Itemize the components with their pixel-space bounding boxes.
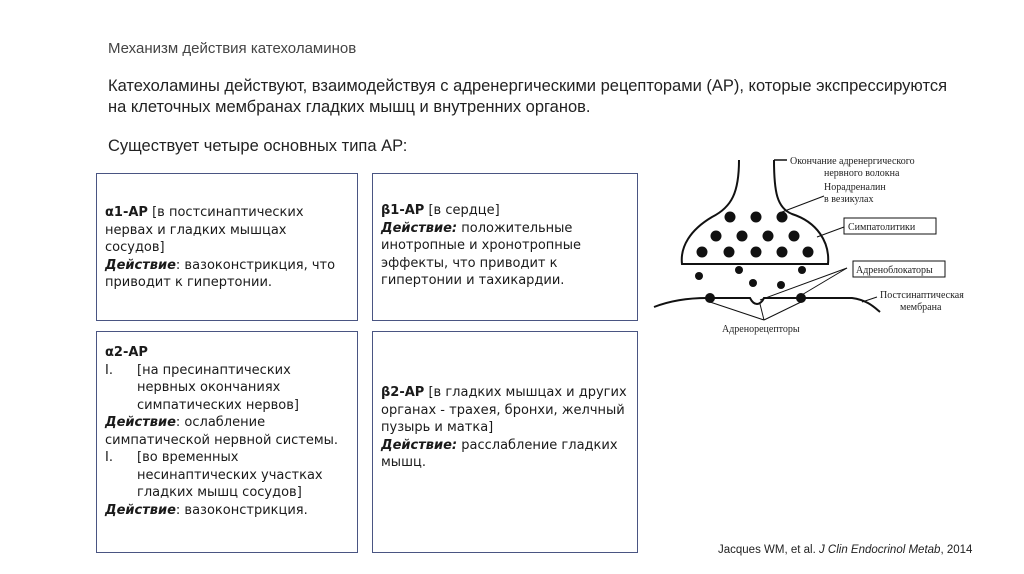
action-label: Действие — [105, 257, 176, 273]
alpha2-box — [96, 331, 358, 553]
slide-title: Механизм действия катехоламинов — [108, 40, 357, 57]
action: расслабление гладких мышц. — [381, 437, 618, 470]
action-label: Действие — [105, 415, 176, 430]
action: : вазоконстрикция. — [175, 502, 308, 518]
label-nerve-ending: Окончание адренергического — [790, 156, 915, 167]
vesicles — [695, 212, 814, 304]
label-vesicles: в везикулах — [824, 194, 874, 205]
beta2-box — [372, 331, 638, 553]
label-postsynaptic: Постсинаптическая — [880, 290, 964, 301]
receptor-name: β2-АР — [381, 385, 425, 400]
receptor-name: α1-АР — [105, 205, 148, 220]
action-label: Действие: — [381, 220, 458, 236]
alpha1-box — [96, 173, 358, 321]
citation — [718, 544, 972, 556]
action: : вазоконстрикция, что приводит к гипертонии. — [105, 257, 336, 290]
label-membrane: мембрана — [900, 302, 942, 313]
location: [во временных несинаптических участках гладких мышц сосудов] — [137, 450, 323, 500]
citation-year: , 2014 — [940, 544, 973, 556]
action: : ослабление симпатической нервной системы. — [105, 415, 339, 448]
label-blockers: Адреноблокаторы — [856, 265, 933, 276]
intro-text: Катехоламины действуют, взаимодействуя с адренергическими рецепторами (АР), которые экспрессируются на клеточных мембранах гладких мышц и внутренних органов. — [108, 77, 948, 116]
item-number: I. — [105, 450, 113, 465]
label-norepinephrine: Норадреналин — [824, 182, 886, 193]
label-receptors: Адренорецепторы — [722, 324, 800, 335]
types-heading: Существует четыре основных типа АР: — [108, 137, 408, 155]
location: [на пресинаптических нервных окончаниях симпатических нервов] — [137, 362, 299, 413]
receptor-name: β1-АР — [381, 203, 425, 218]
location: [в гладких мышцах и других органах - трахея, бронхи, желчный пузырь и матка] — [381, 385, 627, 435]
action-label: Действие: — [381, 437, 458, 453]
item-number: I. — [105, 362, 113, 378]
label-nerve-ending-2: нервного волокна — [824, 168, 900, 179]
location: [в постсинаптических нервах и гладких мышцах сосудов] — [105, 205, 304, 255]
action-label: Действие — [105, 502, 176, 518]
synapse-diagram — [652, 152, 986, 342]
location: [в сердце] — [424, 203, 500, 218]
citation-journal: J Clin Endocrinol Metab — [818, 544, 941, 556]
postsynaptic-membrane — [654, 298, 880, 312]
label-sympatholytics: Симпатолитики — [848, 222, 916, 233]
action: положительные инотропные и хронотропные эффекты, что приводит к гипертонии и тахикардии. — [381, 220, 582, 288]
citation-authors: Jacques WM, et al. — [718, 544, 819, 556]
beta1-box — [372, 173, 638, 321]
receptor-name: α2-АР — [105, 345, 148, 360]
